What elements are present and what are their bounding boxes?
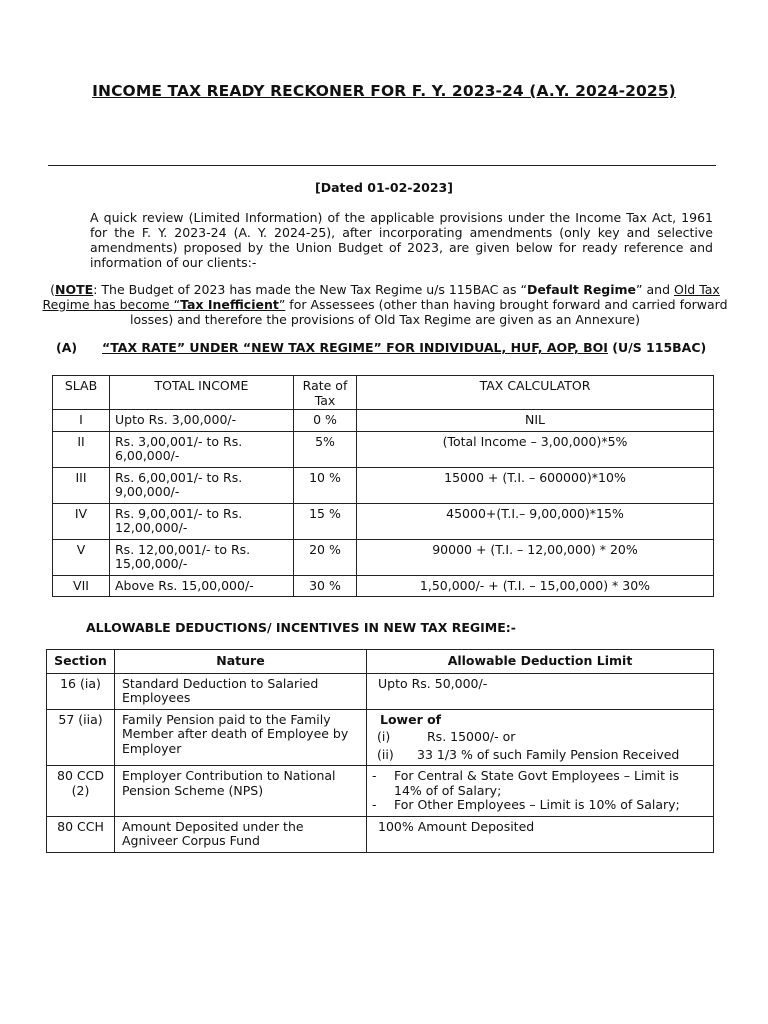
rate-cell: 15 % [294,503,357,539]
calc-cell: 45000+(T.I.– 9,00,000)*15% [357,503,714,539]
document-title: INCOME TAX READY RECKONER FOR F. Y. 2023-24 (A.Y. 2024-2025) [92,82,676,100]
nature-cell: Standard Deduction to Salaried Employees [115,673,367,709]
slab-cell: VII [53,575,110,597]
limit-cell [367,673,714,709]
note-text-2: ” and [636,282,674,297]
calc-cell: NIL [357,410,714,432]
table-row [47,709,714,766]
rate-cell: 0 % [294,410,357,432]
limit-item-marker: - [372,768,377,783]
calc-cell: 15000 + (T.I. – 600000)*10% [357,467,714,503]
nature-cell: Amount Deposited under the Agniveer Corpus Fund [115,816,367,852]
rate-cell: 30 % [294,575,357,597]
note-default-regime: Default Regime [526,282,637,297]
table-row [53,539,714,575]
section-a-title: “TAX RATE” UNDER “NEW TAX REGIME” FOR INDIVIDUAL, HUF, AOP, BOI [102,340,608,355]
section-a-suffix: (U/S 115BAC) [612,340,707,355]
section-cell: 80 CCD (2) [47,766,115,817]
rate-cell: 5% [294,431,357,467]
table-row [47,766,714,817]
limit-item-text: For Other Employees – Limit is 10% of Salary; [394,797,680,812]
intro-paragraph: A quick review (Limited Information) of the applicable provisions under the Income Tax Act, 1961 for the F. Y. 2023-24 (A. Y. 2024-25), after incorporating amendments (only key and selective amendments) proposed by the Union Budget of 2023, are given below for ready reference and information of our clients:- [90,210,713,270]
limit-text: Upto Rs. 50,000/- [378,675,488,691]
section-cell: 16 (ia) [47,673,115,709]
limit-item [372,769,708,798]
table-header-row [47,650,714,674]
limit-item [372,798,708,813]
table-row [47,816,714,852]
limit-item [372,748,708,763]
nature-header: Nature [115,650,367,674]
limit-title: Lower of [380,711,442,727]
limit-cell [367,816,714,852]
limit-header: Allowable Deduction Limit [367,650,714,674]
limit-cell [367,766,714,817]
note-open: ( [50,282,56,297]
income-cell: Rs. 12,00,001/- to Rs. 15,00,000/- [110,539,294,575]
rate-header: Rate of Tax [294,376,357,410]
note-text-3: for Assessees (other than having brought forward and carried forward losses) and therefore the provisions of Old Tax Regime are given as an Annexure) [130,297,728,327]
note-text-1: : The Budget of 2023 has made the New Tax Regime u/s 115BAC as “ [93,282,527,297]
horizontal-rule [48,165,716,166]
table-row [53,410,714,432]
table-row [47,673,714,709]
slab-cell: II [53,431,110,467]
note-close-quote: ” [278,297,286,312]
section-a-heading [56,340,736,355]
limit-item [372,730,708,745]
note-paragraph [40,282,730,327]
note-old-regime-text: Old Tax Regime has become “ [42,282,720,312]
slab-cell: III [53,467,110,503]
income-cell: Above Rs. 15,00,000/- [110,575,294,597]
limit-item-text: Rs. 15000/- or [427,729,516,744]
income-cell: Rs. 3,00,001/- to Rs. 6,00,000/- [110,431,294,467]
total-income-header: TOTAL INCOME [110,376,294,410]
dated-line: [Dated 01-02-2023] [315,180,453,195]
income-cell: Rs. 6,00,001/- to Rs. 9,00,000/- [110,467,294,503]
table-row [53,431,714,467]
limit-item-marker: (i) [377,729,391,744]
slab-cell: I [53,410,110,432]
deductions-heading: ALLOWABLE DEDUCTIONS/ INCENTIVES IN NEW TAX REGIME:- [86,620,516,635]
nature-cell: Family Pension paid to the Family Member after death of Employee by Employer [115,709,367,766]
limit-item-text: For Central & State Govt Employees – Limit is 14% of of Salary; [394,768,679,798]
income-cell: Upto Rs. 3,00,000/- [110,410,294,432]
section-cell: 57 (iia) [47,709,115,766]
nature-cell: Employer Contribution to National Pension Scheme (NPS) [115,766,367,817]
tax-calculator-header: TAX CALCULATOR [357,376,714,410]
limit-cell [367,709,714,766]
deductions-table [46,649,714,853]
slab-cell: IV [53,503,110,539]
limit-item-marker: (ii) [377,746,394,762]
rate-cell: 10 % [294,467,357,503]
table-row [53,503,714,539]
table-row [53,467,714,503]
limit-text: 100% Amount Deposited [378,818,535,834]
table-row [53,575,714,597]
income-cell: Rs. 9,00,001/- to Rs. 12,00,000/- [110,503,294,539]
slab-header: SLAB [53,376,110,410]
limit-item-marker: - [372,797,377,812]
section-a-label: (A) [56,340,78,355]
limit-item-text: 33 1/3 % of such Family Pension Received [417,746,680,762]
calc-cell: (Total Income – 3,00,000)*5% [357,431,714,467]
section-header: Section [47,650,115,674]
tax-slab-table [52,375,714,597]
note-label: NOTE [55,282,94,297]
rate-cell: 20 % [294,539,357,575]
slab-cell: V [53,539,110,575]
table-header-row [53,376,714,410]
section-cell: 80 CCH [47,816,115,852]
calc-cell: 1,50,000/- + (T.I. – 15,00,000) * 30% [357,575,714,597]
calc-cell: 90000 + (T.I. – 12,00,000) * 20% [357,539,714,575]
note-tax-inefficient: Tax Inefficient [180,297,279,312]
